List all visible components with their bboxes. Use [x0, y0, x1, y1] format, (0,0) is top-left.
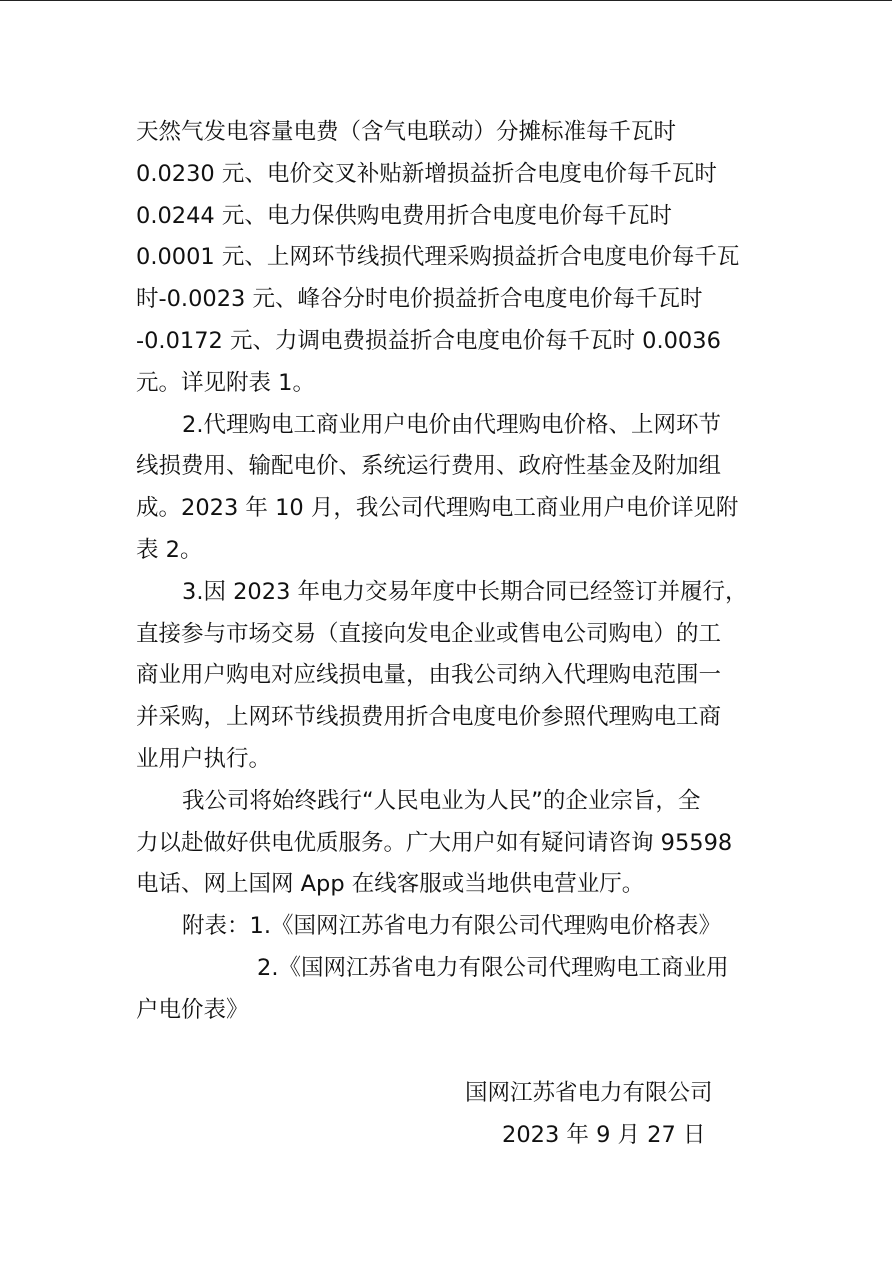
text-line: 0.0244 元、电力保供购电费用折合电度电价每千瓦时 [136, 202, 672, 229]
text-line: 3.因 2023 年电力交易年度中长期合同已经签订并履行， [182, 578, 748, 605]
attachment-item-2-continued: 户电价表》 [136, 996, 249, 1023]
paragraph-price-components [136, 112, 758, 405]
text-line: 2.代理购电工商业用户电价由代理购电价格、上网环节 [182, 411, 721, 438]
attachment-item-2: 2.《国网江苏省电力有限公司代理购电工商业用 [257, 954, 729, 981]
paragraph-item-2 [136, 405, 758, 572]
text-line: 业用户执行。 [136, 745, 272, 772]
text-line: 0.0230 元、电价交叉补贴新增损益折合电度电价每千瓦时 [136, 160, 717, 187]
text-line: 直接参与市场交易（直接向发电企业或售电公司购电）的工 [136, 620, 722, 647]
text-line: 电话、网上国网 App 在线客服或当地供电营业厅。 [136, 871, 645, 898]
text-line: 力以赴做好供电优质服务。广大用户如有疑问请咨询 95598 [136, 829, 733, 856]
text-line: 并采购，上网环节线损费用折合电度电价参照代理购电工商 [136, 704, 722, 731]
text-line: 时-0.0023 元、峰谷分时电价损益折合电度电价每千瓦时 [136, 286, 703, 313]
paragraph-item-3 [136, 572, 758, 781]
text-line: 成。2023 年 10 月，我公司代理购电工商业用户电价详见附 [136, 495, 739, 522]
attachment-item-1: 附表：1.《国网江苏省电力有限公司代理购电价格表》 [182, 913, 721, 940]
text-line: 元。详见附表 1。 [136, 369, 315, 396]
signature-organization: 国网江苏省电力有限公司 [465, 1080, 713, 1106]
text-line: 商业用户购电对应线损电量，由我公司纳入代理购电范围一 [136, 662, 722, 689]
paragraph-service-commitment [136, 781, 758, 906]
text-line: 我公司将始终践行“人民电业为人民”的企业宗旨，全 [182, 787, 701, 814]
text-line: -0.0172 元、力调电费损益折合电度电价每千瓦时 0.0036 [136, 327, 721, 354]
attachment-list [136, 906, 758, 1031]
signature-block [465, 1073, 755, 1157]
text-line: 线损费用、输配电价、系统运行费用、政府性基金及附加组 [136, 453, 722, 480]
text-line: 表 2。 [136, 536, 203, 563]
text-line: 0.0001 元、上网环节线损代理采购损益折合电度电价每千瓦 [136, 244, 740, 271]
text-line: 天然气发电容量电费（含气电联动）分摊标准每千瓦时 [136, 119, 677, 145]
document-body [136, 112, 758, 1032]
signature-date: 2023 年 9 月 27 日 [502, 1121, 706, 1148]
